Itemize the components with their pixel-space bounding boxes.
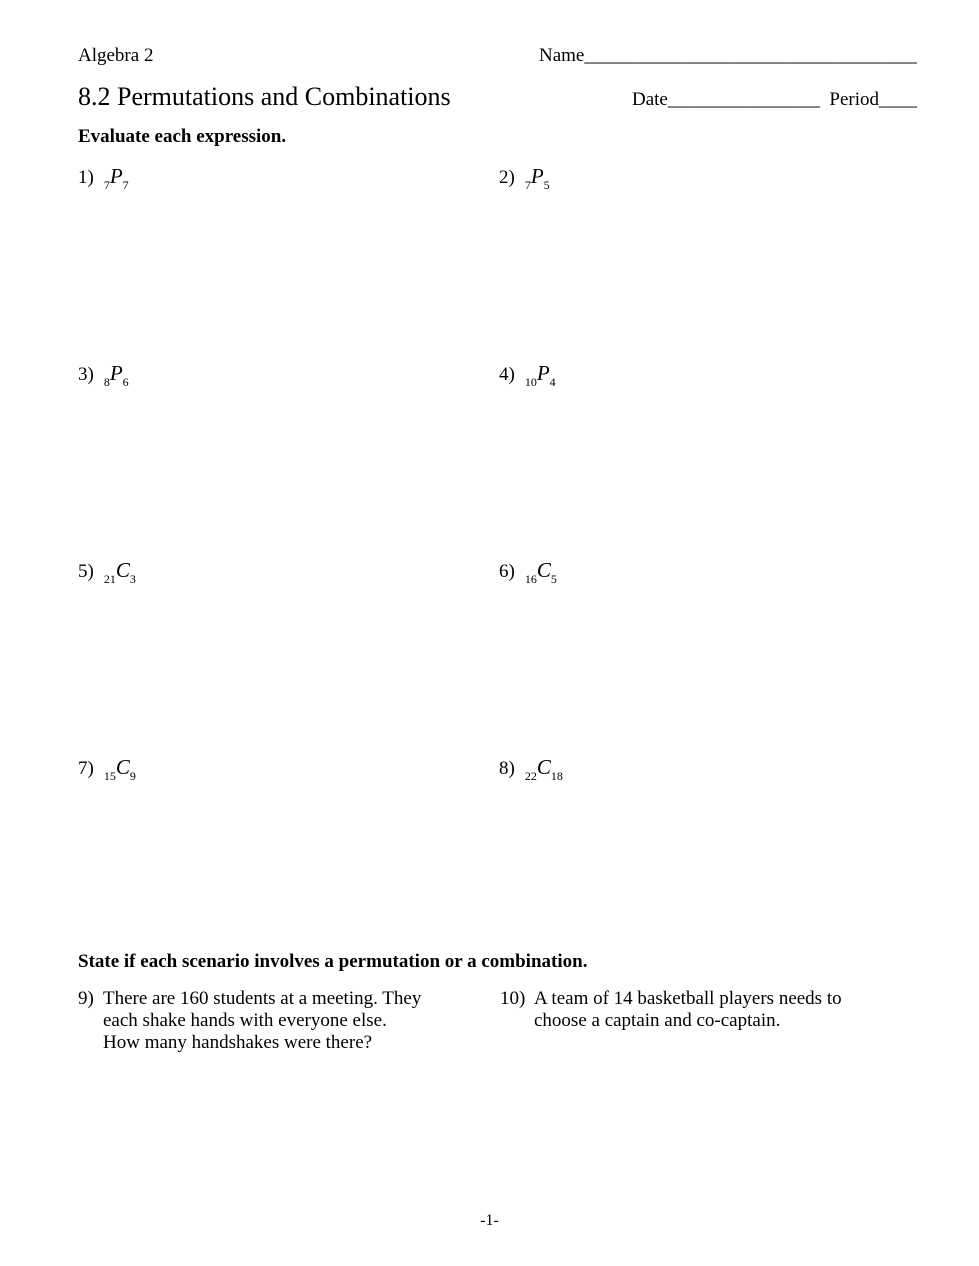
problem-3	[78, 361, 129, 389]
problem-number: 9)	[78, 988, 94, 1009]
problem-number: 4)	[499, 364, 515, 385]
problem-4	[499, 361, 556, 389]
permutation-expression	[103, 361, 129, 389]
combination-expression	[103, 558, 136, 586]
problem-5	[78, 558, 136, 586]
page-number: -1-	[480, 1212, 499, 1229]
expression-operator: C	[115, 558, 130, 582]
problem-text-line: choose a captain and co-captain.	[534, 1010, 781, 1031]
problem-6	[499, 558, 557, 586]
expression-n: 8	[103, 375, 110, 389]
combination-expression	[524, 558, 557, 586]
expression-operator: C	[536, 558, 551, 582]
expression-operator: P	[536, 361, 550, 385]
expression-n: 7	[103, 178, 110, 192]
problem-9	[78, 988, 438, 1054]
problem-number: 8)	[499, 758, 515, 779]
problem-text-line: A team of 14 basketball players needs to	[534, 988, 842, 1009]
expression-r: 3	[129, 572, 136, 586]
problem-number: 2)	[499, 167, 515, 188]
expression-operator: P	[109, 164, 123, 188]
combination-expression	[103, 755, 136, 783]
problem-number: 6)	[499, 561, 515, 582]
worksheet-title: 8.2 Permutations and Combinations	[78, 82, 451, 111]
expression-operator: P	[109, 361, 123, 385]
expression-n: 7	[524, 178, 531, 192]
problem-number: 5)	[78, 561, 94, 582]
date-period-field	[632, 89, 917, 111]
problem-text-line: How many handshakes were there?	[103, 1032, 373, 1053]
problem-2	[499, 164, 550, 192]
expression-r: 4	[549, 375, 556, 389]
expression-n: 22	[524, 769, 537, 783]
problem-1	[78, 164, 129, 192]
section-heading-scenarios: State if each scenario involves a permutation or a combination.	[78, 951, 588, 972]
problem-10	[500, 988, 880, 1032]
permutation-expression	[524, 164, 550, 192]
expression-operator: P	[530, 164, 544, 188]
expression-r: 9	[129, 769, 136, 783]
problem-number: 1)	[78, 167, 94, 188]
expression-r: 6	[122, 375, 129, 389]
expression-n: 16	[524, 572, 537, 586]
section-heading-evaluate: Evaluate each expression.	[78, 126, 287, 147]
problem-text-line: each shake hands with everyone else.	[103, 1010, 387, 1031]
permutation-expression	[103, 164, 129, 192]
expression-n: 15	[103, 769, 116, 783]
expression-r: 7	[122, 178, 129, 192]
name-field: Name___________________________________	[539, 45, 917, 66]
problem-text-line: There are 160 students at a meeting. They	[103, 988, 422, 1009]
expression-n: 10	[524, 375, 537, 389]
expression-r: 18	[550, 769, 563, 783]
expression-n: 21	[103, 572, 116, 586]
expression-r: 5	[550, 572, 557, 586]
period-field: Period____	[829, 89, 917, 110]
expression-operator: C	[536, 755, 551, 779]
date-field: Date________________	[632, 89, 820, 110]
problem-number: 3)	[78, 364, 94, 385]
combination-expression	[524, 755, 563, 783]
permutation-expression	[524, 361, 556, 389]
problem-8	[499, 755, 563, 783]
expression-r: 5	[543, 178, 550, 192]
course-name: Algebra 2	[78, 45, 154, 66]
problem-number: 10)	[500, 988, 526, 1009]
expression-operator: C	[115, 755, 130, 779]
problem-number: 7)	[78, 758, 94, 779]
problem-7	[78, 755, 136, 783]
